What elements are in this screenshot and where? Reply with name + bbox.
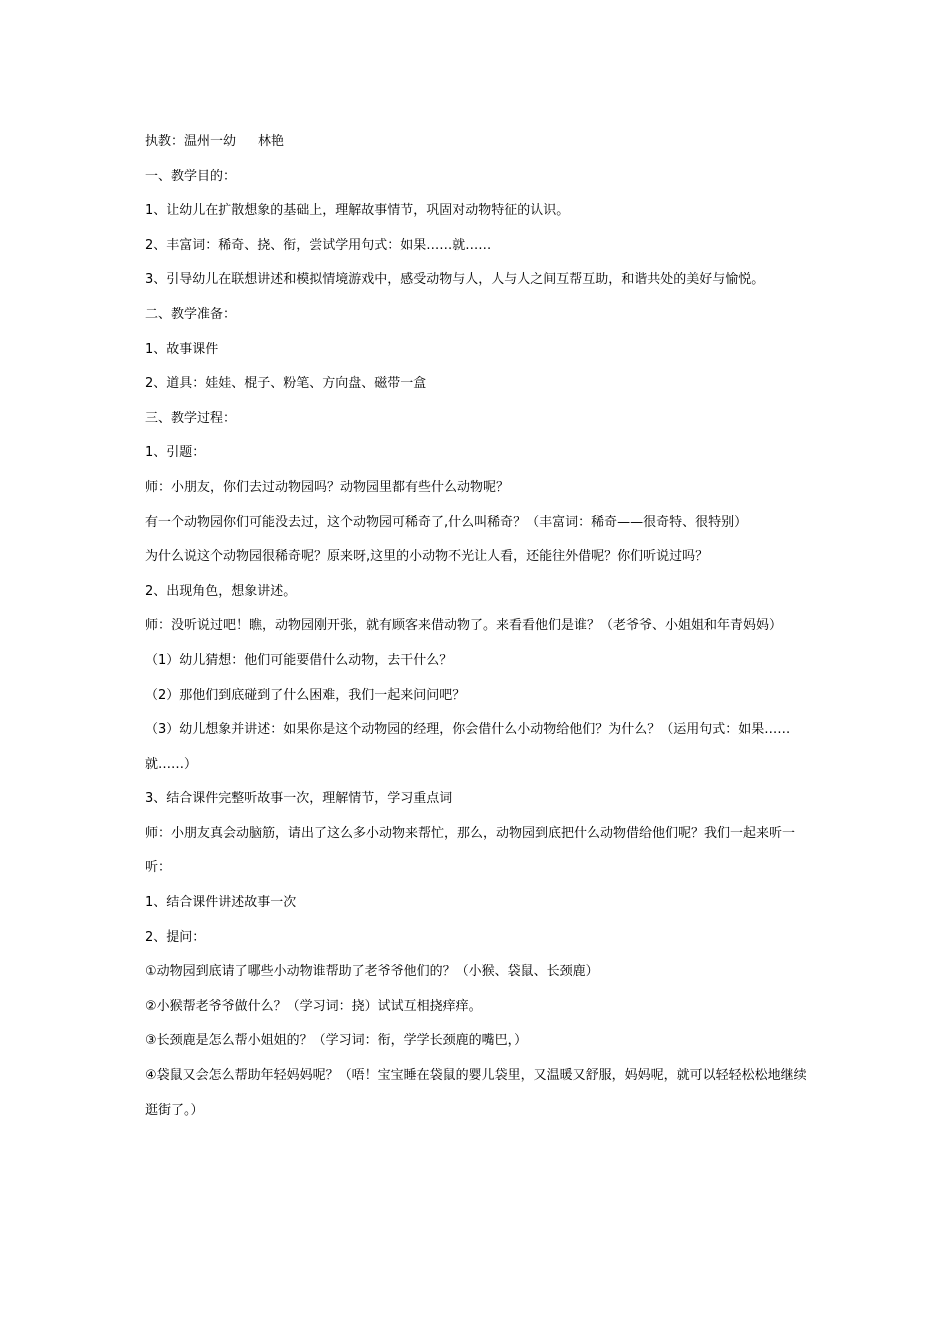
- story-step-1: 1、结合课件讲述故事一次: [145, 895, 297, 911]
- question-3: ③长颈鹿是怎么帮小姐姐的？（学习词：衔，学学长颈鹿的嘴巴，）: [145, 1033, 528, 1049]
- author-name: 林艳: [258, 134, 285, 149]
- objective-item-2: 2、丰富词：稀奇、挠、衔，尝试学用句式：如果……就……: [145, 237, 492, 253]
- sub-step-1: （1）幼儿猜想：他们可能要借什么动物，去干什么？: [145, 652, 453, 668]
- teacher-line-2: 师：没听说过吧！瞧，动物园刚开张，就有顾客来借动物了。来看看他们是谁？（老爷爷、小姐姐和年青妈妈）: [145, 618, 783, 634]
- question-2: ②小猴帮老爷爷做什么？（学习词：挠）试试互相挠痒痒。: [145, 998, 482, 1014]
- lesson-plan-body: [145, 125, 810, 1128]
- process-step-3-title: 3、结合课件完整听故事一次，理解情节，学习重点词: [145, 791, 453, 807]
- section-heading-objectives: 一、教学目的：: [145, 168, 237, 184]
- author-label: 执教：温州一幼: [145, 134, 237, 149]
- section-heading-preparation: 二、教学准备：: [145, 306, 237, 322]
- process-step-2-title: 2、出现角色，想象讲述。: [145, 583, 297, 599]
- sub-step-2: （2）那他们到底碰到了什么困难，我们一起来问问吧？: [145, 687, 466, 703]
- teacher-line-3: 师：小朋友真会动脑筋，请出了这么多小动物来帮忙，那么，动物园到底把什么动物借给他们呢？我们一起来听一听：: [145, 825, 796, 876]
- story-step-2: 2、提问：: [145, 929, 206, 945]
- question-1: ①动物园到底请了哪些小动物谁帮助了老爷爷他们的？（小猴、袋鼠、长颈鹿）: [145, 964, 599, 980]
- process-step-1-title: 1、引题：: [145, 445, 206, 461]
- sub-step-3: （3）幼儿想象并讲述：如果你是这个动物园的经理，你会借什么小动物给他们？为什么？（运用句式：如果……就……）: [145, 722, 791, 772]
- narrative-paragraph-2: 为什么说这个动物园很稀奇呢？原来呀,这里的小动物不光让人看，还能往外借呢？你们听说过吗？: [145, 549, 709, 565]
- question-4: ④袋鼠又会怎么帮助年轻妈妈呢？（唔！宝宝睡在袋鼠的婴儿袋里，又温暖又舒服，妈妈呢，就可以轻轻松松地继续逛街了。）: [145, 1068, 807, 1118]
- preparation-item-1: 1、故事课件: [145, 341, 219, 357]
- narrative-paragraph-1: 有一个动物园你们可能没去过，这个动物园可稀奇了,什么叫稀奇？（丰富词：稀奇——很奇特、很特别）: [145, 514, 748, 530]
- author-line: [145, 125, 810, 160]
- objective-item-3: 3、引导幼儿在联想讲述和模拟情境游戏中，感受动物与人，人与人之间互帮互助，和谐共处的美好与愉悦。: [145, 272, 765, 288]
- teacher-line-1: 师：小朋友，你们去过动物园吗？动物园里都有些什么动物呢？: [145, 479, 510, 495]
- preparation-item-2: 2、道具：娃娃、棍子、粉笔、方向盘、磁带一盒: [145, 376, 427, 392]
- objective-item-1: 1、让幼儿在扩散想象的基础上，理解故事情节，巩固对动物特征的认识。: [145, 203, 570, 219]
- section-heading-process: 三、教学过程：: [145, 410, 237, 426]
